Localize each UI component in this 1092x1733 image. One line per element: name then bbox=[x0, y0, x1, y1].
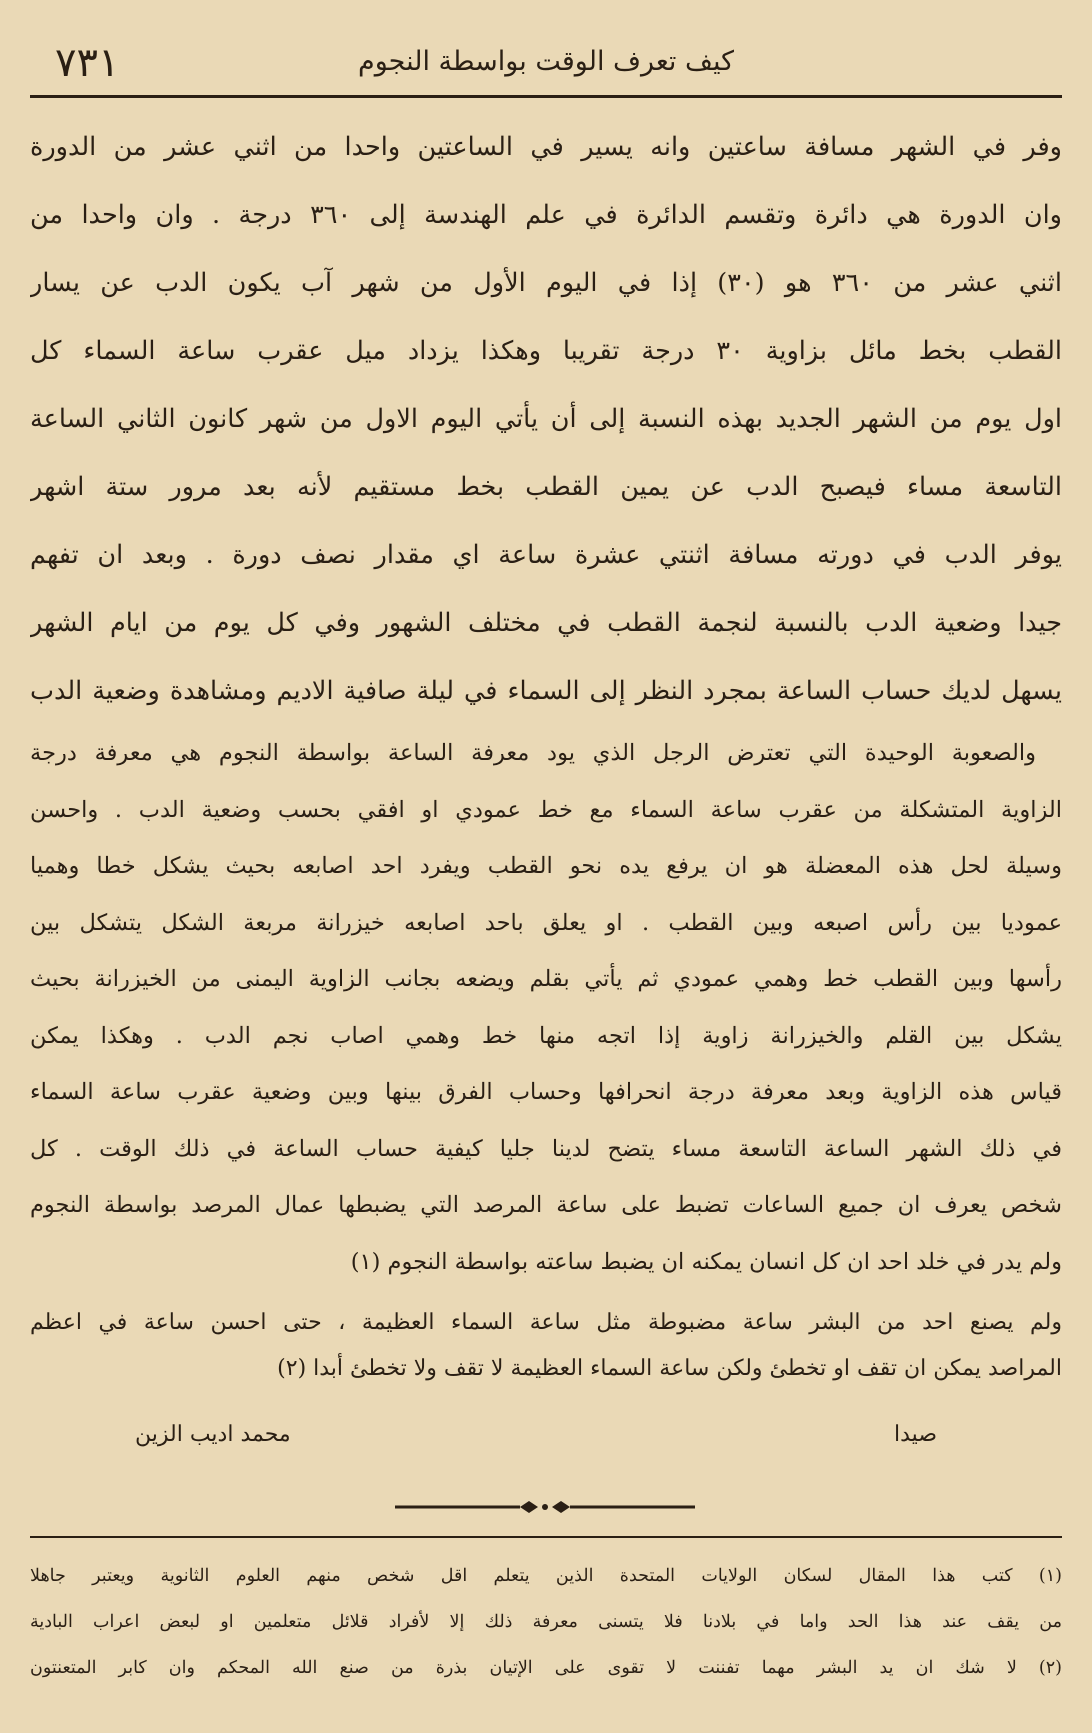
text-line: يوفر الدب في دورته مسافة اثنتي عشرة ساعة اي مقدار نصف دورة . وبعد ان تفهم bbox=[30, 540, 1062, 570]
text-line: المراصد يمكن ان تقف او تخطئ ولكن ساعة السماء العظيمة لا تقف ولا تخطئ أبدا (٢) bbox=[277, 1356, 1062, 1381]
text-line: التاسعة مساء فيصبح الدب عن يمين القطب بخط مستقيم لأنه بعد مرور ستة اشهر bbox=[30, 472, 1062, 502]
text-line: وان الدورة هي دائرة وتقسم الدائرة في علم الهندسة إلى ٣٦٠ درجة . وان واحدا من bbox=[30, 200, 1062, 230]
text-line: اثني عشر من ٣٦٠ هو (٣٠) إذا في اليوم الأول من شهر آب يكون الدب عن يسار bbox=[30, 268, 1062, 298]
text-line: عموديا بين رأس اصبعه وبين القطب . او يعلق باحد اصابعه خيزرانة مربعة الشكل يتشكل بين bbox=[30, 909, 1062, 936]
footnote-line: (١) كتب هذا المقال لسكان الولايات المتحدة الذين يتعلم اقل شخص منهم العلوم الثانوية ويعتبر جاهلا bbox=[30, 1566, 1062, 1586]
footnote-line: من يقف عند هذا الحد واما في بلادنا فلا يتسنى معرفة ذلك إلا لأفراد قلائل متعلمين او لبعض اعراب البادية bbox=[30, 1612, 1062, 1632]
article-body bbox=[30, 113, 1062, 1392]
running-title: كيف تعرف الوقت بواسطة النجوم bbox=[358, 46, 734, 77]
paragraph-2 bbox=[30, 725, 1062, 1290]
text-line: القطب بخط مائل بزاوية ٣٠ درجة تقريبا وهكذا يزداد ميل عقرب ساعة السماء كل bbox=[30, 336, 1062, 366]
text-line: في ذلك الشهر الساعة التاسعة مساء يتضح لدينا جليا كيفية حساب الساعة في ذلك الوقت . كل bbox=[30, 1135, 1062, 1162]
text-line: وفر في الشهر مسافة ساعتين وانه يسير في الساعتين واحدا من اثني عشر من الدورة bbox=[30, 132, 1062, 162]
footnote-rule bbox=[30, 1536, 1062, 1538]
paragraph-3 bbox=[30, 1300, 1062, 1392]
text-line: وسيلة لحل هذه المعضلة هو ان يرفع يده نحو القطب ويفرد احد اصابعه بحيث يشكل خطا وهميا bbox=[30, 853, 1062, 879]
text-line: رأسها وبين القطب خط وهمي عمودي ثم يأتي بقلم ويضعه بجانب الزاوية اليمنى من الخيزرانة بحيث bbox=[30, 966, 1062, 992]
paragraph-1 bbox=[30, 113, 1062, 725]
text-line: شخص يعرف ان جميع الساعات تضبط على ساعة المرصد التي يضبطها عمال المرصد بواسطة النجوم bbox=[30, 1192, 1062, 1218]
text-line: يسهل لديك حساب الساعة بمجرد النظر إلى السماء في ليلة صافية الاديم ومشاهدة وضعية الدب bbox=[30, 676, 1062, 706]
text-line: والصعوبة الوحيدة التي تعترض الرجل الذي يود معرفة الساعة بواسطة النجوم هي معرفة درجة bbox=[30, 740, 1036, 766]
signature-place: صيدا bbox=[894, 1422, 937, 1447]
footnotes bbox=[30, 1553, 1062, 1691]
text-line: ولم يدر في خلد احد ان كل انسان يمكنه ان يضبط ساعته بواسطة النجوم (١) bbox=[350, 1248, 1062, 1275]
header-rule bbox=[30, 95, 1062, 98]
text-line: قياس هذه الزاوية وبعد معرفة درجة انحرافها وحساب الفرق بينها وبين وضعية عقرب ساعة السماء bbox=[30, 1079, 1062, 1105]
text-line: جيدا وضعية الدب بالنسبة لنجمة القطب في مختلف الشهور وفي كل يوم من ايام الشهر bbox=[30, 608, 1062, 638]
text-line: يشكل بين القلم والخيزرانة زاوية إذا اتجه منها خط وهمي اصاب نجم الدب . وهكذا يمكن bbox=[30, 1022, 1062, 1049]
footnote-line: (٢) لا شك ان يد البشر مهما تفننت لا تقوى على الإتيان بذرة من صنع الله المحكم وان كابر المتعنتون bbox=[30, 1658, 1062, 1678]
text-line: اول يوم من الشهر الجديد بهذه النسبة إلى أن يأتي اليوم الاول من شهر كانون الثاني الساعة bbox=[30, 404, 1062, 434]
signature-author: محمد اديب الزين bbox=[135, 1422, 291, 1447]
text-line: الزاوية المتشكلة من عقرب ساعة السماء مع خط عمودي او افقي بحسب وضعية الدب . واحسن bbox=[30, 796, 1062, 823]
page-number: ٧٣١ bbox=[55, 40, 120, 86]
page-header bbox=[30, 30, 1062, 90]
text-line: ولم يصنع احد من البشر ساعة مضبوطة مثل ساعة السماء العظيمة ، حتى احسن ساعة في اعظم bbox=[30, 1310, 1062, 1335]
article-signature bbox=[30, 1422, 1062, 1462]
ornament-divider-icon bbox=[395, 1495, 695, 1519]
